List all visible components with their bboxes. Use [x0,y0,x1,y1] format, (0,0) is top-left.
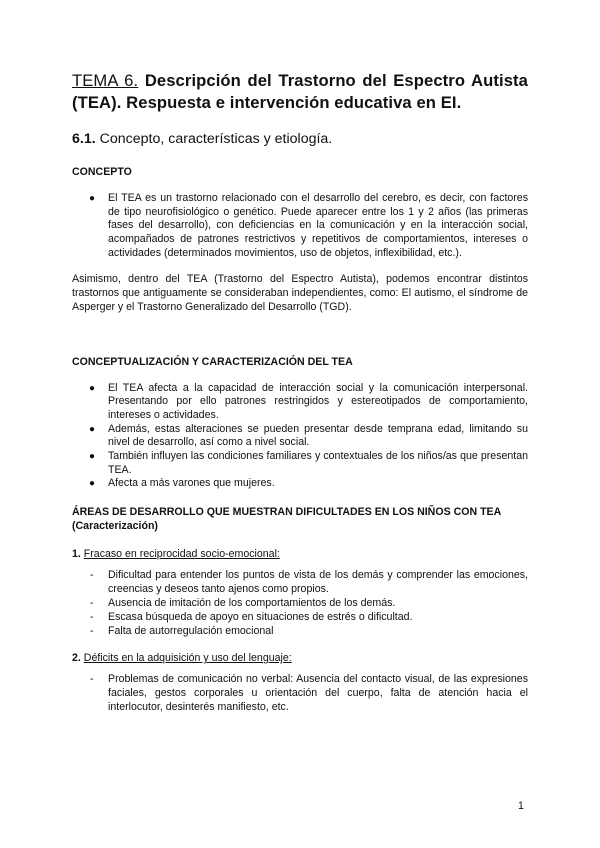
bullet-icon: ● [89,423,96,435]
heading-areas-sub: (Caracterización) [72,520,158,533]
heading-concepto: CONCEPTO [72,166,132,178]
list-item: ● El TEA es un trastorno relacionado con el desarrollo del cerebro, es decir, con factores de tipo neurofisiológico o genético. Puede aparecer entre los 1 y 2 años (las primeras fases del desarrollo), con deficiencias en la comunicación y en la interacción social, acompañados de patrones restrictivos y repetitivos de comportamientos, intereses o actividades (determinados movimientos, uso de objetos, inflexibilidad, etc.). [89,192,528,259]
dash-icon: - [90,597,94,610]
conceptualizacion-list [72,382,528,492]
bullet-icon: ● [89,193,96,204]
concepto-list [72,192,528,261]
section-subtitle [72,130,528,148]
page-number: 1 [518,800,524,812]
title-tema: TEMA 6. [72,71,139,90]
area-2-list [72,672,528,714]
dash-icon: - [90,625,94,638]
list-item: - Ausencia de imitación de los comportamientos de los demás. [90,597,396,610]
document-title [72,70,528,114]
bullet-icon: ● [89,478,96,490]
document-page [72,70,528,714]
dash-icon: - [90,569,94,582]
bullet-icon: ● [89,451,96,463]
list-item: ● Afecta a más varones que mujeres. [89,477,275,490]
subtitle-text: Concepto, características y etiología. [95,131,333,147]
dash-icon: - [90,673,94,686]
area-1-list [72,568,528,638]
list-item: - Falta de autorregulación emocional [90,625,274,638]
bullet-icon: ● [89,382,96,394]
heading-conceptualizacion: CONCEPTUALIZACIÓN Y CARACTERIZACIÓN DEL TEA [72,355,353,368]
list-item: ● El TEA afecta a la capacidad de interacción social y la comunicación interpersonal. Presentando por ello patrones restringidos y estereotipados de comportamiento, intereses o actividades. [89,381,528,421]
title-text: Descripción del Trastorno del Espectro Autista (TEA). Respuesta e intervención educativa en EI. [72,71,528,112]
list-item: - Problemas de comunicación no verbal: Ausencia del contacto visual, de las expresiones faciales, gestos corporales u orientación del cuerpo, falta de atención hacia el interlocutor, desinterés manifiesto, etc. [90,673,528,714]
concepto-paragraph: Asimismo, dentro del TEA (Trastorno del Espectro Autista), podemos encontrar distintos trastornos que antiguamente se consideraban independientes, como: El autismo, el síndrome de Asperger y el Trastorno Generalizado del Desarrollo (TGD). [72,272,528,313]
area-item-2: 2. Déficits en la adquisición y uso del lenguaje: [72,652,292,665]
area-item-1: 1. Fracaso en reciprocidad socio-emocional: [72,548,280,561]
dash-icon: - [90,611,94,624]
list-item: - Escasa búsqueda de apoyo en situaciones de estrés o dificultad. [90,611,413,624]
list-item: ● También influyen las condiciones familiares y contextuales de los niños/as que presentan TEA. [89,450,528,476]
subtitle-number: 6.1. [72,131,96,147]
heading-areas: ÁREAS DE DESARROLLO QUE MUESTRAN DIFICULTADES EN LOS NIÑOS CON TEA [72,506,502,519]
list-item: ● Además, estas alteraciones se pueden presentar desde temprana edad, limitando su nivel de desarrollo, así como a nivel social. [89,422,528,449]
list-item: - Dificultad para entender los puntos de vista de los demás y comprender las emociones, creencias y deseos tanto ajenos como propios. [90,569,528,596]
